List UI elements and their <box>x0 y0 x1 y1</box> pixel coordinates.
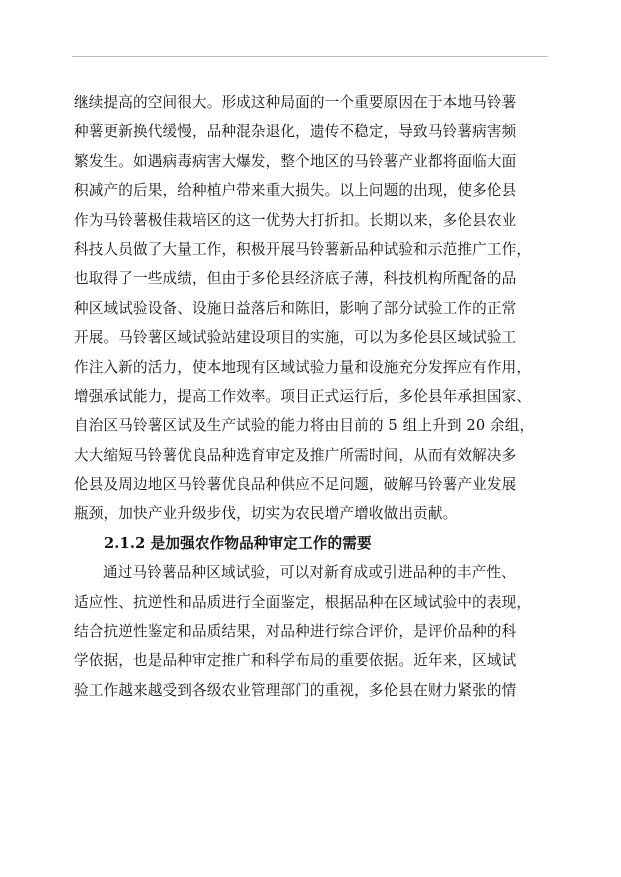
text-line: 自治区马铃薯区试及生产试验的能力将由目前的 5 组上升到 20 余组， <box>74 417 535 435</box>
text-line: 种区域试验设备、设施日益落后和陈旧，影响了部分试验工作的正常 <box>74 299 517 317</box>
text-line: 开展。马铃薯区域试验站建设项目的实施，可以为多伦县区域试验工 <box>74 329 517 347</box>
paragraph-1 <box>74 88 544 529</box>
text-line: 繁发生。如遇病毒病害大爆发，整个地区的马铃薯产业都将面临大面 <box>74 152 517 170</box>
text-line: 作注入新的活力，使本地现有区域试验力量和设施充分发挥应有作用， <box>74 358 532 376</box>
text-line: 适应性、抗逆性和品质进行全面鉴定，根据品种在区域试验中的表现， <box>74 593 532 611</box>
text-line: 继续提高的空间很大。形成这种局面的一个重要原因在于本地马铃薯 <box>74 94 517 111</box>
text-line: 伦县及周边地区马铃薯优良品种供应不足问题，破解马铃薯产业发展 <box>74 476 517 494</box>
section-heading: 2.1.2 是加强农作物品种审定工作的需要 <box>104 534 372 552</box>
text-line: 大大缩短马铃薯优良品种选育审定及推广所需时间，从而有效解决多 <box>74 446 517 464</box>
header-rule <box>72 56 548 57</box>
text-line: 作为马铃薯极佳栽培区的这一优势大打折扣。长期以来，多伦县农业 <box>74 211 517 229</box>
document-body <box>74 88 544 705</box>
text-line: 也取得了一些成绩，但由于多伦县经济底子薄，科技机构所配备的品 <box>74 270 517 288</box>
text-line: 种薯更新换代缓慢，品种混杂退化，遗传不稳定，导致马铃薯病害频 <box>74 123 517 141</box>
text-line: 结合抗逆性鉴定和品质结果，对品种进行综合评价，是评价品种的科 <box>74 623 517 641</box>
text-line: 增强承试能力，提高工作效率。项目正式运行后，多伦县年承担国家、 <box>74 387 532 405</box>
text-line: 学依据，也是品种审定推广和科学布局的重要依据。近年来，区域试 <box>74 652 517 670</box>
paragraph-2 <box>74 558 544 705</box>
text-line: 科技人员做了大量工作，积极开展马铃薯新品种试验和示范推广工作， <box>74 240 532 258</box>
text-line: 通过马铃薯品种区域试验，可以对新育成或引进品种的丰产性、 <box>103 564 516 582</box>
text-line: 积减产的后果，给种植户带来重大损失。以上问题的出现，使多伦县 <box>74 182 517 200</box>
text-line: 瓶颈，加快产业升级步伐，切实为农民增产增收做出贡献。 <box>74 505 458 523</box>
text-line: 验工作越来越受到各级农业管理部门的重视，多伦县在财力紧张的情 <box>74 681 517 699</box>
